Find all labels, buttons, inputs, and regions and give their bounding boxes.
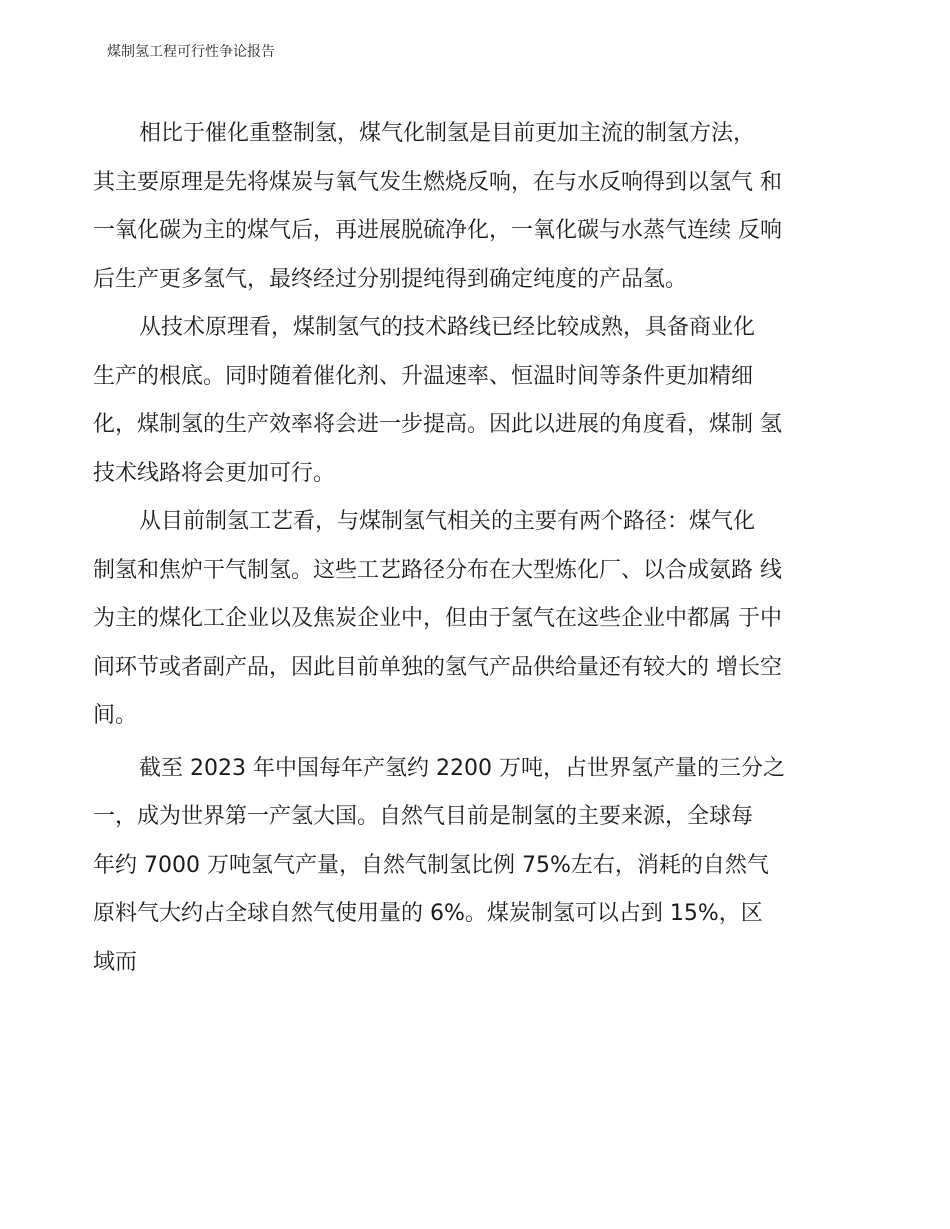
text-line: 间环节或者副产品，因此目前单独的氢气产品供给量还有较大的 增长空 xyxy=(93,654,782,680)
text-line: 从目前制氢工艺看，与煤制氢气相关的主要有两个路径：煤气化 xyxy=(139,509,756,534)
text-line: 化，煤制氢的生产效率将会进一步提高。因此以进展的角度看，煤制 氢 xyxy=(93,412,782,437)
text-line: 一，成为世界第一产氢大国。自然气目前是制氢的主要来源，全球每 xyxy=(93,804,754,829)
text-line: 其主要原理是先将煤炭与氧气发生燃烧反响，在与水反响得到以氢气 和 xyxy=(93,169,782,195)
paragraph-coal-gasification xyxy=(93,110,853,304)
text-line: 一氧化碳为主的煤气后，再进展脱硫净化，一氧化碳与水蒸气连续 反响 xyxy=(93,218,782,243)
paragraph-process-routes xyxy=(93,498,853,741)
text-line: 间。 xyxy=(93,703,138,728)
document-header: 煤制氢工程可行性争论报告 xyxy=(107,44,275,60)
text-line: 原料气大约占全球自然气使用量的 6%。煤炭制氢可以占到 15%，区 xyxy=(93,901,763,926)
text-line: 制氢和焦炉干气制氢。这些工艺路径分布在大型炼化厂、以合成氨路 线 xyxy=(93,557,782,583)
text-line: 技术线路将会更加可行。 xyxy=(93,460,336,486)
paragraph-technical-principle xyxy=(93,304,853,498)
text-line: 为主的煤化工企业以及焦炭企业中，但由于氢气在这些企业中都属 于中 xyxy=(93,606,782,631)
text-line: 相比于催化重整制氢，煤气化制氢是目前更加主流的制氢方法， xyxy=(139,121,756,146)
text-line: 生产的根底。同时随着催化剂、升温速率、恒温时间等条件更加精细 xyxy=(93,363,754,389)
document-body xyxy=(93,110,853,987)
paragraph-hydrogen-output xyxy=(93,745,853,988)
text-line: 后生产更多氢气，最终经过分别提纯得到确定纯度的产品氢。 xyxy=(93,266,688,292)
text-line: 从技术原理看，煤制氢气的技术路线已经比较成熟，具备商业化 xyxy=(139,315,756,340)
text-line: 年约 7000 万吨氢气产量，自然气制氢比例 75%左右，消耗的自然气 xyxy=(93,852,769,878)
text-line: 域而 xyxy=(93,949,138,975)
text-line: 截至 2023 年中国每年产氢约 2200 万吨，占世界氢产量的三分之 xyxy=(139,755,785,781)
